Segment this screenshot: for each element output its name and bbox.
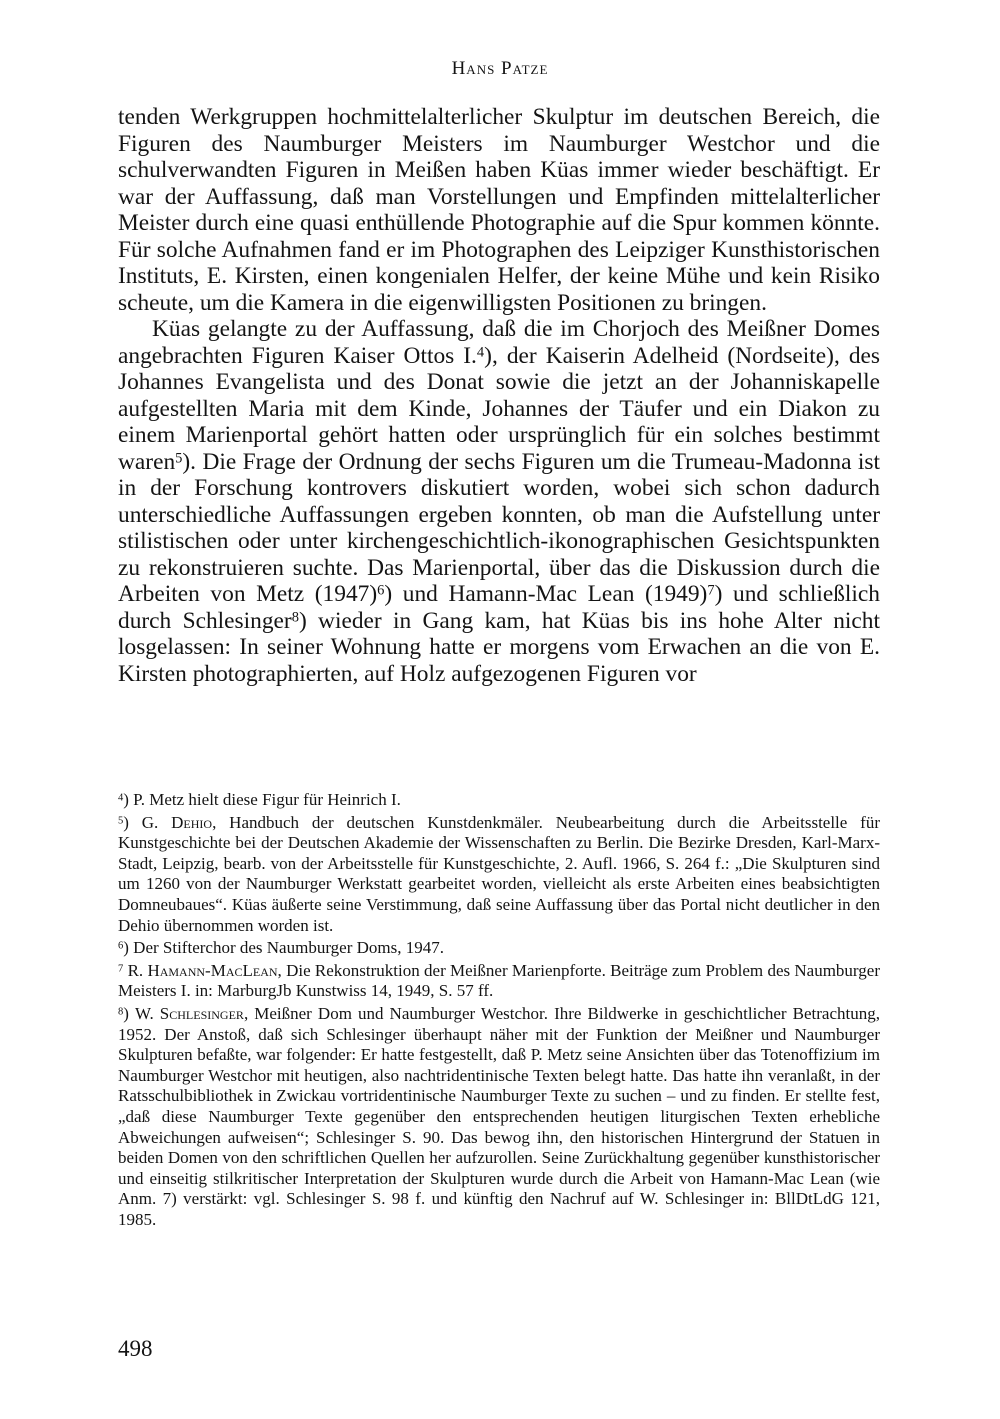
- footnote-ref-4[interactable]: 4: [476, 343, 485, 360]
- footnote-7-author: R. Hamann-MacLean: [127, 960, 278, 980]
- paragraph-2-part-c: ). Die Frage der Ordnung der sechs Figuren um die Trumeau-Madonna ist in der Forschung kontrovers diskutiert worden, wobei sich schon dadurch unterschiedliche Auffassungen ergeben konnten, ob man die Aufstellung unter stilistischen oder unter kirchengeschichtlich-ikonographischen Gesichtspunkten zu rekonstruieren suchte. Das Marienportal, über das die Diskussion durch die Arbeiten von Metz (1947): [118, 448, 880, 607]
- footnote-8-mark: 8: [118, 1006, 124, 1018]
- footnote-8: [118, 1004, 880, 1231]
- footnote-7-text: , Die Rekonstruktion der Meißner Marienpforte. Beiträge zum Problem des Naumburger Meisters I. in: MarburgJb Kunstwiss 14, 1949, S. 57 ff.: [118, 960, 880, 1001]
- footnote-4-text: ) P. Metz hielt diese Figur für Heinrich I.: [123, 790, 401, 809]
- footnote-8-text: , Meißner Dom und Naumburger Westchor. Ihre Bildwerke in geschichtlicher Betrachtung, 1952. Der Anstoß, daß sich Schlesinger überhaupt näher mit der Funktion der Meißner und Naumburger Skulpturen befaßte, war folgender: Er hatte festgestellt, daß P. Metz seine Ansichten über das Totenoffizium im Naumburger Westchor mit heutigen, also nachtridentinische Texten belegt hatte. Das hatte ihn veranlaßt, in der Ratsschulbibliothek in Zwickau vortridentinische Naumburger Texte zu suchen – und zu finden. Er stellte fest, „daß diese Naumburger Texte gegenüber den entsprechenden heutigen liturgischen Texten erhebliche Abweichungen aufweisen“; Schlesinger S. 90. Das bewog ihn, den historischen Hintergrund der Statuen in beiden Domen von den schriftlichen Quellen her aufzurollen. Seine Zurückhaltung gegenüber kunsthistorischer und einseitig stilkritischer Interpretation der Skulpturen wurde durch die Arbeit von Hamann-Mac Lean (wie Anm. 7) verstärkt: vgl. Schlesinger S. 98 f. und künftig den Nachruf auf W. Schlesinger in: BllDtLdG 121, 1985.: [118, 1003, 880, 1229]
- footnote-7-mark: 7: [118, 963, 124, 975]
- main-text: [118, 104, 880, 687]
- footnote-5-mark: 5: [118, 814, 124, 826]
- paragraph-2-part-f: ) wieder in Gang kam, hat Küas bis ins hohe Alter nicht losgelassen: In seiner Wohnung hatte er morgens vom Erwachen an die von E. Kirsten photographierten, auf Holz aufgezogenen Figuren vor: [118, 607, 880, 687]
- page-number: 498: [118, 1336, 153, 1361]
- footnote-ref-6[interactable]: 6: [377, 582, 385, 599]
- footnotes: [118, 790, 880, 1232]
- paragraph-2-part-a: Küas gelangte zu der Auffassung, daß die im Chorjoch des Meißner Domes angebrachten Figuren Kaiser Ottos I.: [118, 316, 880, 369]
- footnote-5-paren: ): [123, 812, 142, 832]
- paragraph-1: tenden Werkgruppen hochmittelalterlicher Skulptur im deutschen Bereich, die Figuren des Naumburger Meisters im Naumburger Westchor und die schulverwandten Figuren in Meißen haben Küas immer wieder beschäftigt. Er war der Auffassung, daß man Vorstellungen und Empfinden mittelalterlicher Meister durch eine quasi enthüllende Photographie auf die Spur kommen könnte. Für solche Aufnahmen fand er im Photographen des Leipziger Kunsthistorischen Instituts, E. Kirsten, einen kongenialen Helfer, der keine Mühe und kein Risiko scheute, um die Kamera in die eigenwilligsten Positionen zu bringen.: [118, 104, 880, 316]
- footnote-ref-5[interactable]: 5: [175, 449, 183, 466]
- paragraph-2: [118, 316, 880, 687]
- footnote-7: [118, 961, 880, 1002]
- footnote-4-mark: 4: [118, 792, 124, 804]
- footnote-6: [118, 938, 880, 959]
- paragraph-2-part-b: ), der Kaiserin Adelheid (Nordseite), des Johannes Evangelista und des Donat sowie die jetzt an der Johanniskapelle aufgestellten Maria mit dem Kinde, Johannes der Täufer und ein Diakon zu einem Marienportal gehört hatten oder ursprünglich für ein solches bestimmt waren: [118, 342, 880, 475]
- footnote-8-paren: ): [123, 1003, 135, 1023]
- footnote-5-text: , Handbuch der deutschen Kunstdenkmäler. Neubearbeitung durch die Arbeitsstelle für Kunstgeschichte bei der Deutschen Akademie der Wissenschaften zu Berlin. Die Bezirke Dresden, Karl-Marx-Stadt, Leipzig, bearb. von der Arbeitsstelle für Kunstgeschichte, 2. Aufl. 1966, S. 264 f.: „Die Skulpturen sind um 1260 von der Naumburger Werkstatt gearbeitet worden, vielleicht als erste Arbeiten eines beabsichtigten Domneubaues“. Küas äußerte seine Verstimmung, daß seine Auffassung über das Portal nicht deutlicher in den Dehio übernommen worden ist.: [118, 812, 880, 935]
- footnote-5: [118, 813, 880, 937]
- footnote-6-text: ) Der Stifterchor des Naumburger Doms, 1947.: [123, 938, 444, 958]
- footnote-ref-8[interactable]: 8: [291, 608, 299, 625]
- footnote-ref-7[interactable]: 7: [707, 582, 715, 599]
- footnote-8-author: W. Schlesinger: [135, 1003, 244, 1023]
- footnote-4: [118, 790, 880, 811]
- paragraph-2-part-d: ) und Hamann-Mac Lean (1949): [384, 581, 708, 607]
- footnote-5-author: G. Dehio: [141, 812, 213, 832]
- running-head: Hans Patze: [451, 58, 549, 79]
- footnote-6-mark: 6: [118, 940, 124, 952]
- paragraph-2-part-e: ) und schließlich durch Schlesinger: [118, 581, 881, 634]
